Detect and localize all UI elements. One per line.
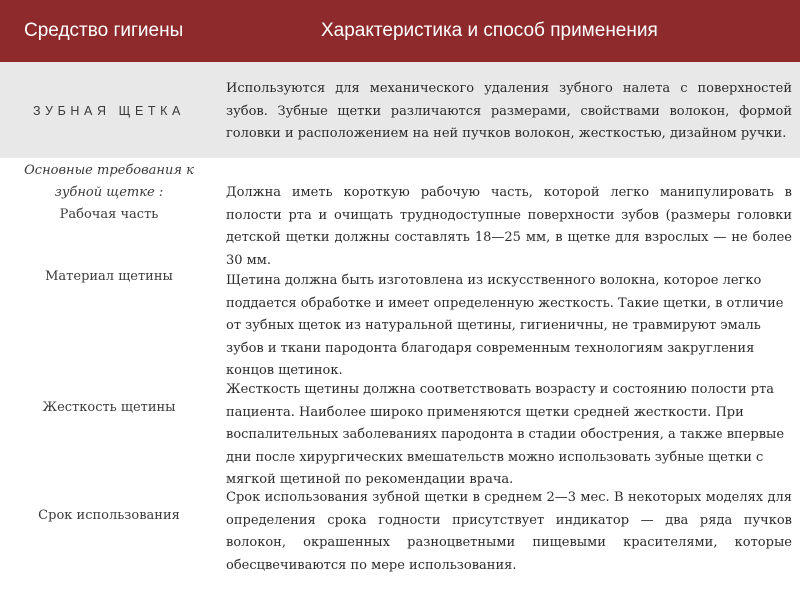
req-label-bristle-stiffness: Жесткость щетины (42, 400, 176, 415)
req-text-bristle-material (226, 270, 792, 383)
requirements-title: Основные требования к зубной щетке : (24, 163, 194, 200)
table-header (0, 0, 800, 62)
req-text-usage-period (226, 487, 792, 577)
req-text-bristle-stiffness (226, 379, 792, 492)
req-text-bristle-material-body: Щетина должна быть изготовлена из искусственного волокна, которое легко поддается обработке и имеет определенную жесткость. Такие щетки, в отличие от зубных щеток из натуральной щетины, гигиеничны, не травмируют эмаль зубов и ткани пародонта благодаря современным технологиям закругления концов щетинок. (226, 273, 784, 378)
req-text-bristle-stiffness-body: Жесткость щетины должна соответствовать возрасту и состоянию полости рта пациента. Наиболее широко применяются щетки средней жесткости. При воспалительных заболеваниях пародонта в стадии обострения, а также впервые дни после хирургических вмешательств можно использовать зубные щетки с мягкой щетиной по рекомендации врача. (226, 382, 785, 487)
toothbrush-description-text: Используются для механического удаления зубного налета с поверхностей зубов. Зубные щетки различаются размерами, свойствами волокон, формой головки и расположением на ней пучков волокон, жесткостью, дизайном ручки. (226, 81, 792, 141)
toothbrush-label: ЗУБНАЯ ЩЕТКА (33, 104, 185, 118)
req-label-usage-period: Срок использования (38, 508, 180, 523)
req-label-bristle-material: Материал щетины (45, 269, 173, 284)
header-col-characteristics: Характеристика и способ применения (321, 20, 658, 41)
toothbrush-description (226, 78, 792, 146)
req-text-working-part-body: Должна иметь короткую рабочую часть, которой легко манипулировать в полости рта и очищать труднодоступные поверхности зубов (размеры головки детской щетки должны составлять 18—25 мм, в щетке для взрослых — не более 30 мм. (226, 185, 792, 268)
req-text-working-part (226, 182, 792, 272)
req-label-working-part: Рабочая часть (59, 207, 159, 222)
header-col-hygiene-product: Средство гигиены (24, 20, 184, 41)
req-text-usage-period-body: Срок использования зубной щетки в среднем 2—3 мес. В некоторых моделях для определения срока годности присутствует индикатор — два ряда пучков волокон, окрашенных разноцветными пищевыми красителями, которые обесцвечиваются по мере использования. (226, 490, 792, 573)
